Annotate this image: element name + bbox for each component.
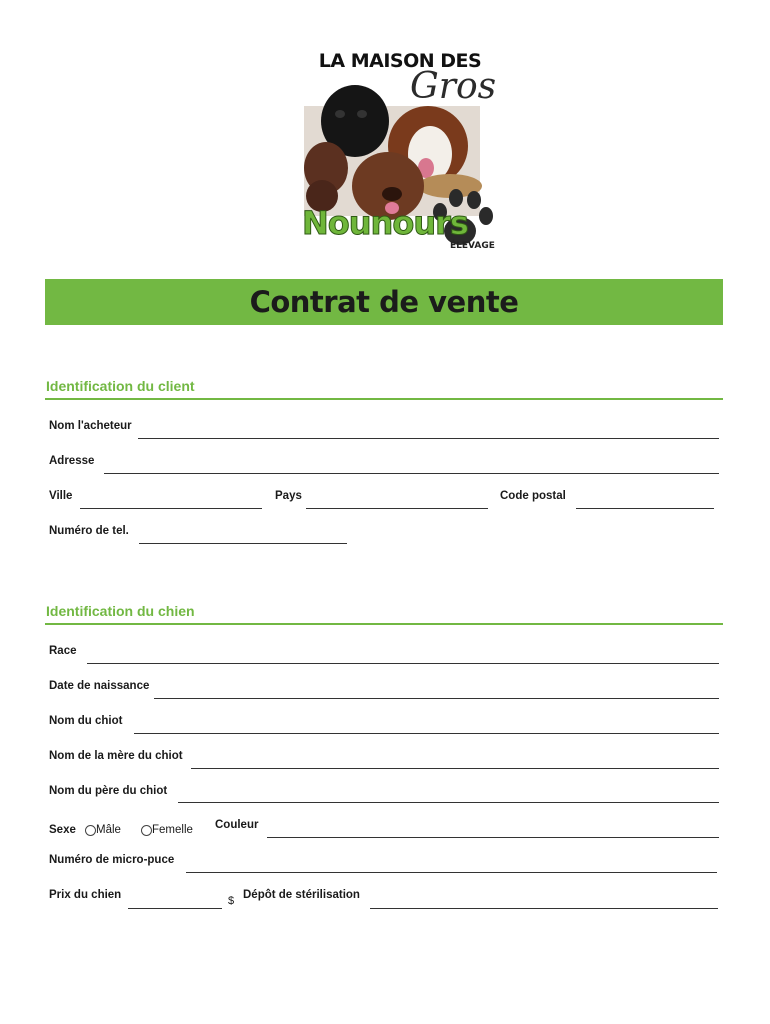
address-label: Adresse xyxy=(49,455,95,467)
father-name-field[interactable] xyxy=(178,802,719,803)
logo-text-main: Nounours xyxy=(302,204,468,242)
breeder-logo xyxy=(300,46,500,258)
buyer-name-label: Nom l'acheteur xyxy=(49,420,132,432)
city-label: Ville xyxy=(49,490,73,502)
client-section-title: Identification du client xyxy=(46,378,195,394)
mother-name-label: Nom de la mère du chiot xyxy=(49,750,183,762)
microchip-field[interactable] xyxy=(186,872,717,873)
microchip-label: Numéro de micro-puce xyxy=(49,854,175,866)
sex-label: Sexe xyxy=(49,824,76,836)
price-field[interactable] xyxy=(128,908,222,909)
currency-symbol: $ xyxy=(228,895,235,907)
birth-date-field[interactable] xyxy=(154,698,719,699)
country-label: Pays xyxy=(275,490,302,502)
dog-section-rule xyxy=(45,623,723,625)
father-name-label: Nom du père du chiot xyxy=(49,785,168,797)
sterilization-deposit-label: Dépôt de stérilisation xyxy=(243,889,360,901)
phone-label: Numéro de tel. xyxy=(49,525,129,537)
logo-text-script: Gros xyxy=(410,66,497,107)
breed-field[interactable] xyxy=(87,663,719,664)
puppy-name-field[interactable] xyxy=(134,733,719,734)
puppy-name-label: Nom du chiot xyxy=(49,715,123,727)
dog-section-title: Identification du chien xyxy=(46,603,195,619)
mother-name-field[interactable] xyxy=(191,768,719,769)
country-field[interactable] xyxy=(306,508,488,509)
city-field[interactable] xyxy=(80,508,262,509)
sex-female-radio[interactable] xyxy=(141,825,152,836)
phone-field[interactable] xyxy=(139,543,347,544)
page-title: Contrat de vente xyxy=(249,285,519,319)
color-field[interactable] xyxy=(267,837,719,838)
sex-female-label: Femelle xyxy=(152,824,193,836)
breed-label: Race xyxy=(49,645,77,657)
client-section-rule xyxy=(45,398,723,400)
title-banner xyxy=(45,279,723,325)
logo-text-line1: LA MAISON DES xyxy=(318,50,482,72)
sex-male-radio[interactable] xyxy=(85,825,96,836)
address-field[interactable] xyxy=(104,473,719,474)
buyer-name-field[interactable] xyxy=(138,438,719,439)
birth-date-label: Date de naissance xyxy=(49,680,150,692)
sex-male-label: Mâle xyxy=(96,824,121,836)
price-label: Prix du chien xyxy=(49,889,122,901)
postal-code-field[interactable] xyxy=(576,508,714,509)
postal-code-label: Code postal xyxy=(500,490,566,502)
color-label: Couleur xyxy=(215,819,259,831)
logo-text-sub: ÉLEVAGE xyxy=(450,241,495,251)
sterilization-deposit-field[interactable] xyxy=(370,908,718,909)
